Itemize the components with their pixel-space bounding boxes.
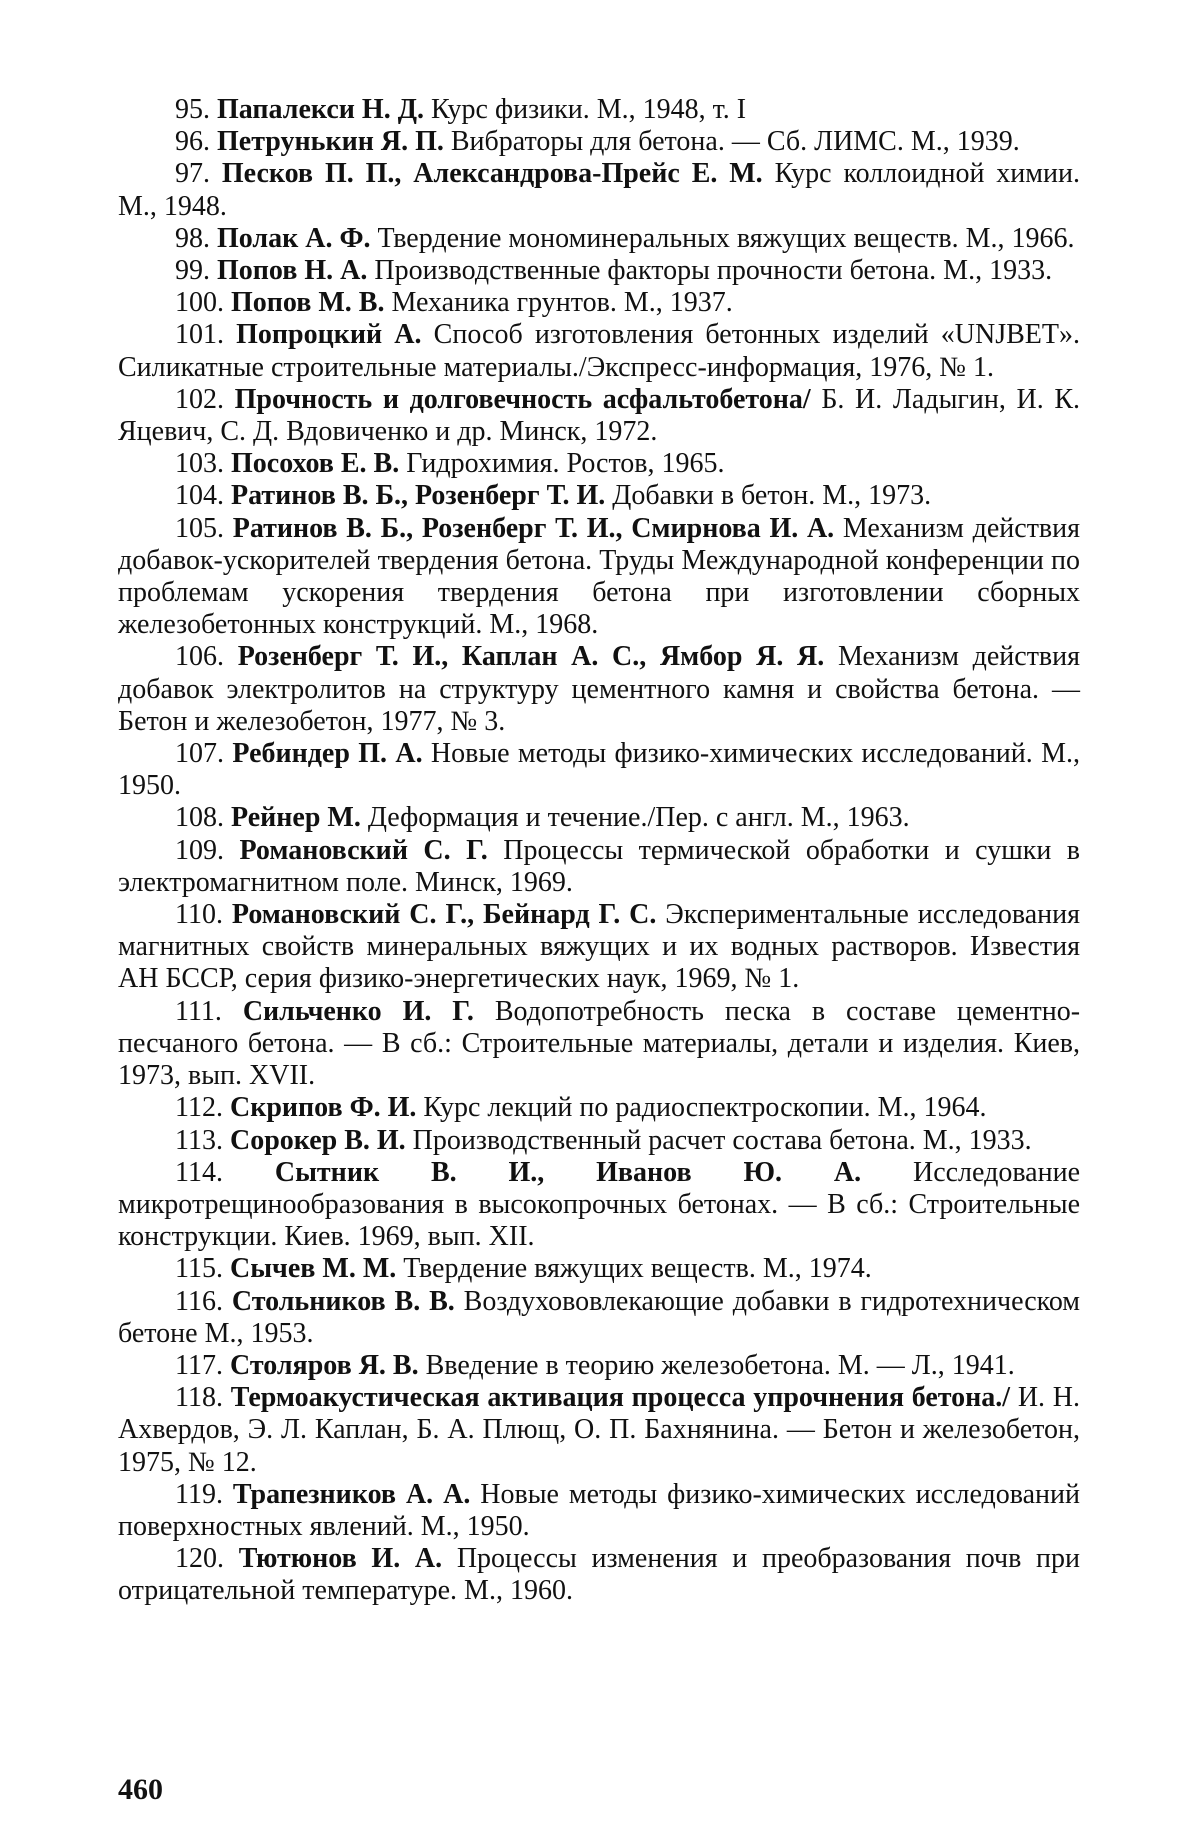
reference-entry <box>118 255 1080 287</box>
reference-entry <box>118 319 1080 383</box>
reference-author: Ребиндер П. А. <box>232 738 423 770</box>
reference-author: Розенберг Т. И., Каплан А. С., Ямбор Я. Я. <box>237 641 825 673</box>
reference-entry <box>118 1479 1080 1543</box>
reference-text: Механизм действия добавок электролитов на структуру цементного камня и свойства бетона. — Бетон и железобетон, 1977, № 3. <box>118 641 1081 737</box>
reference-author: Скрипов Ф. И. <box>229 1092 417 1124</box>
reference-entry <box>118 158 1080 222</box>
reference-text: Производственные факторы прочности бетона. М., 1933. <box>374 255 1053 287</box>
reference-number: 118. <box>175 1382 223 1414</box>
reference-number: 105. <box>175 512 224 544</box>
reference-number: 104. <box>175 480 224 512</box>
reference-entry <box>118 448 1080 480</box>
reference-author: Попов М. В. <box>231 287 385 319</box>
reference-author: Романовский С. Г. <box>239 834 488 866</box>
reference-entry <box>118 480 1080 512</box>
reference-entry <box>118 94 1080 126</box>
reference-entry <box>118 738 1080 802</box>
reference-author: Сильченко И. Г. <box>242 995 474 1027</box>
reference-entry <box>118 1286 1080 1350</box>
reference-author: Стольников В. В. <box>231 1285 455 1317</box>
reference-number: 99. <box>175 255 210 287</box>
reference-author: Посохов Е. В. <box>231 448 400 480</box>
reference-text: Способ изготовления бетонных изделий «UNJBET». Силикатные строительные материалы./Экспресс-информация, 1976, № 1. <box>118 319 1080 383</box>
reference-text: Водопотребность песка в составе цементно-песчаного бетона. — В сб.: Строительные материалы, детали и изделия. Киев, 1973, вып. XVII. <box>118 995 1081 1092</box>
reference-entry <box>118 996 1080 1093</box>
reference-number: 112. <box>175 1092 223 1124</box>
reference-author: Прочность и долговечность асфальтобетона/ <box>234 383 811 415</box>
reference-entry <box>118 802 1080 834</box>
reference-entry <box>118 513 1080 642</box>
reference-author: Рейнер М. <box>231 802 361 834</box>
reference-author: Столяров Я. В. <box>229 1349 419 1381</box>
reference-entry <box>118 1253 1080 1285</box>
reference-entry <box>118 835 1080 899</box>
reference-entry <box>118 287 1080 319</box>
reference-number: 100. <box>175 287 224 319</box>
reference-number: 117. <box>175 1349 223 1381</box>
reference-author: Песков П. П., Александрова-Прейс Е. М. <box>221 158 763 190</box>
reference-text: Твердение мономинеральных вяжущих веществ. М., 1966. <box>377 222 1075 254</box>
reference-entry <box>118 126 1080 158</box>
reference-text: Механизм действия добавок-ускорителей твердения бетона. Труды Международной конференции по проблемам ускорения твердения бетона при изготовлении сборных железобетонных конструкций. М., 1968. <box>118 512 1081 641</box>
reference-text: Экспериментальные исследования магнитных свойств минеральных вяжущих и их водных растворов. Известия АН БССР, серия физико-энергетических наук, 1969, № 1. <box>118 899 1081 995</box>
reference-entry <box>118 1092 1080 1124</box>
reference-text: И. Н. Ахвердов, Э. Л. Каплан, Б. А. Плющ, О. П. Бахнянина. — Бетон и железобетон, 1975, № 12. <box>118 1382 1081 1478</box>
reference-number: 110. <box>175 899 223 931</box>
reference-entry <box>118 223 1080 255</box>
reference-text: Деформация и течение./Пер. с англ. М., 1963. <box>367 802 910 834</box>
reference-entry <box>118 1125 1080 1157</box>
reference-text: Курс лекций по радиоспектроскопии. М., 1964. <box>423 1092 987 1124</box>
reference-number: 96. <box>175 126 210 158</box>
reference-text: Вибраторы для бетона. — Сб. ЛИМС. М., 1939. <box>450 126 1020 158</box>
reference-text: Введение в теорию железобетона. М. — Л., 1941. <box>425 1349 1015 1381</box>
reference-number: 101. <box>175 319 224 351</box>
reference-number: 119. <box>175 1478 223 1510</box>
bibliography-list <box>118 94 1080 1608</box>
reference-number: 107. <box>175 738 224 770</box>
reference-number: 108. <box>175 802 224 834</box>
reference-text: Гидрохимия. Ростов, 1965. <box>406 448 725 480</box>
reference-number: 116. <box>175 1285 223 1317</box>
reference-author: Петрунькин Я. П. <box>217 126 444 158</box>
reference-number: 109. <box>175 834 224 866</box>
reference-author: Попроцкий А. <box>236 319 422 351</box>
reference-text: Твердение вяжущих веществ. М., 1974. <box>403 1253 872 1285</box>
reference-author: Папалекси Н. Д. <box>217 94 424 125</box>
reference-number: 98. <box>175 222 210 254</box>
reference-entry <box>118 1157 1080 1254</box>
reference-text: Добавки в бетон. М., 1973. <box>612 480 932 512</box>
reference-number: 106. <box>175 641 224 673</box>
reference-entry <box>118 641 1080 738</box>
reference-number: 114. <box>175 1156 223 1188</box>
reference-entry <box>118 1382 1080 1479</box>
reference-author: Сорокер В. И. <box>229 1124 406 1156</box>
reference-text: Курс коллоидной химии. М., 1948. <box>118 158 1080 222</box>
reference-author: Романовский С. Г., Бейнард Г. С. <box>231 899 657 931</box>
reference-author: Ратинов В. Б., Розенберг Т. И. <box>231 480 606 512</box>
reference-text: Новые методы физико-химических исследований поверхностных явлений. М., 1950. <box>118 1478 1081 1542</box>
reference-text: Процессы изменения и преобразования почв при отрицательной температуре. М., 1960. <box>118 1543 1081 1607</box>
reference-number: 113. <box>175 1124 223 1156</box>
reference-author: Ратинов В. Б., Розенберг Т. И., Смирнова И. А. <box>232 512 835 544</box>
reference-entry <box>118 1543 1080 1607</box>
reference-author: Полак А. Ф. <box>217 222 371 254</box>
reference-author: Тютюнов И. А. <box>238 1543 443 1575</box>
reference-number: 115. <box>175 1253 223 1285</box>
reference-text: Производственный расчет состава бетона. М., 1933. <box>412 1124 1032 1156</box>
reference-text: Воздухововлекающие добавки в гидротехническом бетоне М., 1953. <box>118 1285 1081 1349</box>
reference-number: 102. <box>175 383 224 415</box>
reference-author: Термоакустическая активация процесса упрочнения бетона./ <box>230 1382 1011 1414</box>
reference-author: Сытник В. И., Иванов Ю. А. <box>274 1156 862 1188</box>
reference-text: Исследование микротрещинообразования в высокопрочных бетонах. — В сб.: Строительные конструкции. Киев. 1969, вып. XII. <box>118 1156 1080 1253</box>
reference-number: 120. <box>175 1543 224 1575</box>
reference-entry <box>118 899 1080 996</box>
reference-text: Новые методы физико-химических исследований. М., 1950. <box>118 738 1080 802</box>
reference-number: 103. <box>175 448 224 480</box>
page-number: 460 <box>118 1773 163 1806</box>
reference-author: Сычев М. М. <box>229 1253 397 1285</box>
reference-text: Б. И. Ладыгин, И. К. Яцевич, С. Д. Вдовиченко и др. Минск, 1972. <box>118 383 1081 448</box>
reference-author: Попов Н. А. <box>217 255 368 287</box>
reference-number: 111. <box>175 995 222 1027</box>
reference-text: Механика грунтов. М., 1937. <box>391 287 733 319</box>
reference-number: 97. <box>175 158 210 190</box>
reference-entry <box>118 384 1080 448</box>
reference-text: Процессы термической обработки и сушки в электромагнитном поле. Минск, 1969. <box>118 834 1081 898</box>
reference-text: Курс физики. М., 1948, т. I <box>430 94 747 125</box>
reference-author: Трапезников А. А. <box>232 1478 471 1510</box>
reference-number: 95. <box>175 94 210 125</box>
reference-entry <box>118 1350 1080 1382</box>
